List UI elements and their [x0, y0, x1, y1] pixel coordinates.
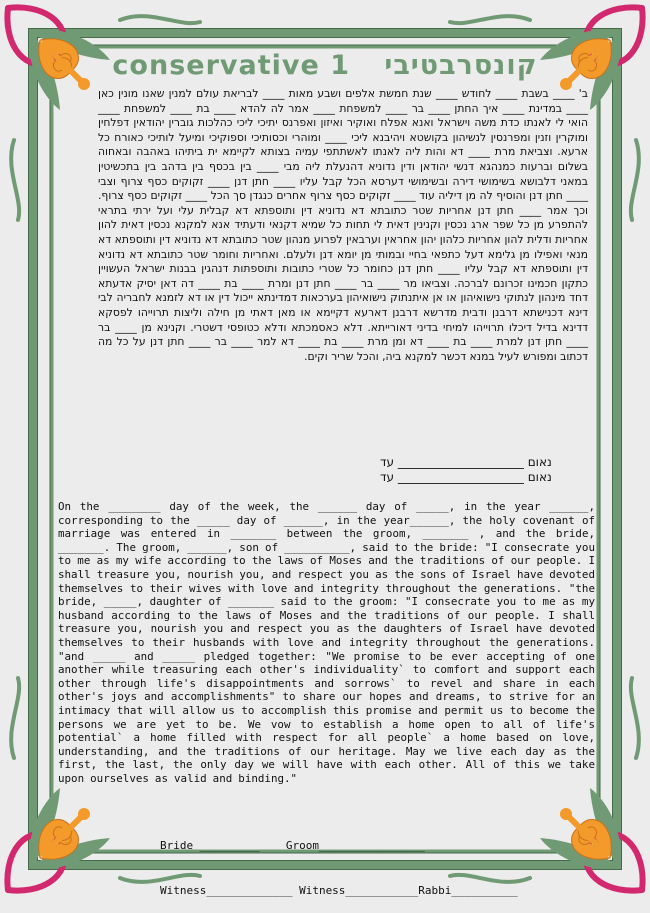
title-hebrew: קונסרבטיבי — [384, 50, 538, 81]
page-title — [0, 50, 650, 81]
hebrew-signature-line: נאום _____________________ עד — [380, 455, 552, 469]
hebrew-ketubah-text: ב' ____ בשבת ____ לחודש ____ שנת חמשת אלפים ושבע מאות ____ לבריאת עולם למנין שאנו מונין כאן ____ במדינת ____ איך החתן ____ בר ____ למשפחת ____ אמר לה להדא ____ בת ____ למשפחת ____ הואי לי לאנתו כדת משה וישראל ואנא אפלח ואוקיר ואיזון ואפרנס יתיכי ליכי כהלכות גוברין יהודאין דפלחין ומוקרין וזנין ומפרנסין לנשיהון בקושטא ויהיבנא ליכי ____ ומוהרי וכסותיכי וספוקיכי ומיעל לותיכי כאורח כל ארעא. וצביאת מרת ____ דא והות ליה לאנתו לאשתתפי עמיה בצותא לקיימא ית ביתיהו באהבה ובאחוה בשלום וברעות כמנהגא דנשי יהודאן ודין נדוניא דהנעלת ליה מבי ____ בין בכסף בין בדהב בין בתכשיטין במאני דלבושא בשימושי דירה ובשימושי דערסא הכל קבל עליו ____ חתן דנן ____ זקוקים כסף צרוף וצבי ____ חתן דנן והוסיף לה מן דיליה עוד ____ זקוקים כסף צרוף אחרים כנגדן סך הכל ____ זקוקים כסף צרוף. וכך אמר ____ חתן דנן אחריות שטר כתובתא דא נדוניא דין ותוספתא דא קבלית עלי ועל ירתי בתראי להתפרע מן כל שפר ארג נכסין וקנינין דאית לי תחות כל שמיא דקנאי ודעתיד אנא למקנא נכסין דאית להון אחריות ודלית להון אחריות כלהון יהון אחראין וערבאין לפרוע מנהון שטר כתובתא דא נדוניא דין ותוספתא דא מנאי ואפילו מן גלימא דעל כתפאי בחיי ובמותי מן יומא דנן ולעלם. ואחריות וחומר שטר כתובתא דא נדוניא דין ותוספתא דא קבל עליו ____ חתן דנן כחומר כל שטרי כתובות ותוספתות דנהגין בבנות ישראל העשויין כתקון חכמינו זכרונם לברכה. וצביאו מר ____ בר ____ חתן דנן ומרת ____ בת ____ דה דאן יסיק אדעתא דחד מינהון לנתוקי נישואיהון או אן איתנתוק נישואיהון בערכאות דמדינתא ייכול דין או דא לזמנא לחבריה לבי דינא דכנישתא דרבנן ודבית מדרשא דרבנן דארעא דקיימא או מאן דאתי מן חילה וליצות תרוייהו לפסקא דדינא בדיל דיכלו תרוייהו למיחי בדיני דאורייתא. דלא כאסמכתא ודלא כטופסי דשטרי. וקנינא מן ____ בר ____ חתן דנן למרת ____ בת ____ דא ומן מרת ____ בת ____ דא למר ____ בר ____ חתן דנן על כל מה דכתוב ומפורש לעיל במנא דכשר למקנא ביה, והכל שריר וקים. — [98, 87, 588, 363]
english-ketubah-text: On the ________ day of the week, the ______ day of _____, in the year ______, corresponding to the _____ day of ______, in the year______, the holy covenant of marriage was entered in _______ between the groom, _______ , and the bride, _______. The groom, ______, son of __________, said to the bride: "I consecrate you to me as my wife according to the laws of Moses and the traditions of our people. I shall treasure you, nourish you, and respect you as the sons of Israel have devoted themselves to their wives with love and integrity throughout the generations. "the bride, _____, daughter of _______ said to the groom: "I consecrate you to me as my husband according to the laws of Moses and the traditions of our people. I shall treasure you, nourish you and respect you as the daughters of Israel have devoted themselves to their husbands with love and integrity throughout the generations. "and _____ and _____ pledged together: "We promise to be ever accepting of one another while treasuring each other's individuality` to comfort and support each other through life's disappointments and sorrows` to revel and share in each other's joys and accomplishments" to share our hopes and dreams, to strive for an intimacy that will allow us to accomplish this promise and permit us to become the persons we are yet to be. We vow to establish a home open to all of life's potential` a home filled with respect for all people` a home based on love, understanding, and the traditions of our heritage. May we live each day as the first, the last, the only day we will have with each other. All of this we take upon ourselves as valid and binding." — [58, 500, 595, 785]
title-english: conservative 1 — [112, 50, 350, 81]
bride-groom-signature-line: Bride _________ Groom________________ — [160, 839, 425, 852]
witness-rabbi-signature-line: Witness_____________ Witness___________Rabbi__________ — [160, 884, 518, 897]
hebrew-signature-line: נאום _____________________ עד — [380, 470, 552, 484]
hebrew-signatures — [380, 455, 552, 485]
english-signatures — [160, 808, 518, 913]
